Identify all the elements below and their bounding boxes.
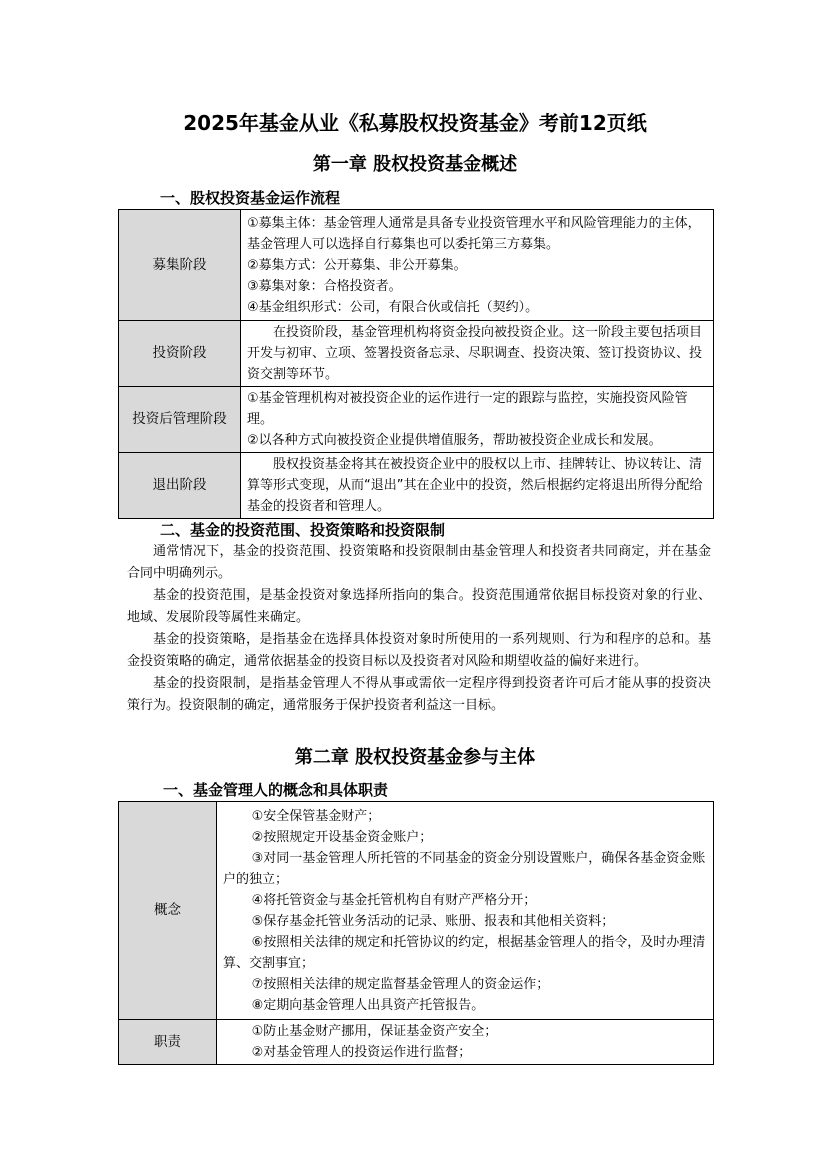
row-line: ④基金组织形式：公司，有限合伙或信托（契约）。 (247, 299, 539, 315)
row-content (217, 1020, 714, 1065)
row-line: 在投资阶段，基金管理机构将资金投向被投资企业。这一阶段主要包括项目开发与初审、立项、签署投资备忘录、尽职调查、投资决策、签订投资协议、投资交割等环节。 (247, 325, 703, 382)
row-label: 投资后管理阶段 (119, 387, 241, 453)
table-row (119, 210, 714, 321)
row-content (241, 453, 714, 519)
row-line: ⑦按照相关法律的规定监督基金管理人的资金运作； (251, 976, 550, 992)
row-line: ⑧定期向基金管理人出具资产托管报告。 (251, 997, 485, 1013)
row-label: 募集阶段 (119, 210, 241, 321)
paragraph: 基金的投资策略，是指基金在选择具体投资对象时所使用的一系列规则、行为和程序的总和。基金投资策略的确定，通常依据基金的投资目标以及投资者对风险和期望收益的偏好来进行。 (127, 632, 711, 669)
paragraph: 通常情况下，基金的投资范围、投资策略和投资限制由基金管理人和投资者共同商定，并在基金合同中明确列示。 (127, 544, 711, 581)
chapter1-section1-heading: 一、股权投资基金运作流程 (160, 189, 341, 207)
chapter2-section1-heading: 一、基金管理人的概念和具体职责 (163, 781, 389, 799)
row-line: ①基金管理机构对被投资企业的运作进行一定的跟踪与监控，实施投资风险管理。 (247, 391, 688, 427)
investment-scope-paragraphs (127, 541, 711, 717)
row-line: ②募集方式：公开募集、非公开募集。 (247, 257, 467, 273)
row-content (217, 802, 714, 1020)
row-label: 投资阶段 (119, 321, 241, 387)
row-line: ⑥按照相关法律的规定和托管协议的约定，根据基金管理人的指令，及时办理清算、交割事宜； (223, 934, 706, 971)
paragraph: 基金的投资范围，是基金投资对象选择所指向的集合。投资范围通常依据目标投资对象的行业、地域、发展阶段等属性来确定。 (127, 588, 711, 625)
row-content (241, 387, 714, 453)
row-line: ③对同一基金管理人所托管的不同基金的资金分别设置账户，确保各基金资金账户的独立； (223, 850, 706, 887)
row-line: ①安全保管基金财产； (251, 808, 381, 824)
chapter2-title: 第二章 股权投资基金参与主体 (294, 747, 536, 768)
table-row (119, 1020, 714, 1065)
table-row (119, 321, 714, 387)
manager-duties-table (118, 801, 714, 1065)
row-line: 股权投资基金将其在被投资企业中的股权以上市、挂牌转让、协议转让、清算等形式变现，从而“退出”其在企业中的投资，然后根据约定将退出所得分配给基金的投资者和管理人。 (247, 457, 703, 514)
row-line: ①防止基金财产挪用，保证基金资产安全； (251, 1024, 498, 1039)
row-line: ⑤保存基金托管业务活动的记录、账册、报表和其他相关资料； (251, 913, 615, 929)
table-row (119, 802, 714, 1020)
document-title: 2025年基金从业《私募股权投资基金》考前12页纸 (183, 111, 647, 135)
row-line: ②对基金管理人的投资运作进行监督； (251, 1045, 472, 1060)
row-label: 职责 (119, 1020, 217, 1065)
chapter1-title: 第一章 股权投资基金概述 (312, 154, 518, 175)
row-line: ②以各种方式向被投资企业提供增值服务，帮助被投资企业成长和发展。 (247, 433, 662, 448)
row-line: ④将托管资金与基金托管机构自有财产严格分开； (251, 892, 537, 908)
paragraph: 基金的投资限制，是指基金管理人不得从事或需依一定程序得到投资者许可后才能从事的投资决策行为。投资限制的确定，通常服务于保护投资者利益这一目标。 (127, 676, 711, 713)
operation-flow-table (118, 209, 714, 519)
row-content (241, 321, 714, 387)
row-line: ②按照规定开设基金资金账户； (251, 829, 433, 845)
row-line: ③募集对象：合格投资者。 (247, 278, 402, 294)
row-content (241, 210, 714, 321)
chapter1-section2-heading: 二、基金的投资范围、投资策略和投资限制 (160, 521, 446, 539)
table-row (119, 387, 714, 453)
row-label: 退出阶段 (119, 453, 241, 519)
row-label: 概念 (119, 802, 217, 1020)
table-row (119, 453, 714, 519)
row-line: ①募集主体：基金管理人通常是具备专业投资管理水平和风险管理能力的主体，基金管理人可以选择自行募集也可以委托第三方募集。 (247, 215, 701, 252)
